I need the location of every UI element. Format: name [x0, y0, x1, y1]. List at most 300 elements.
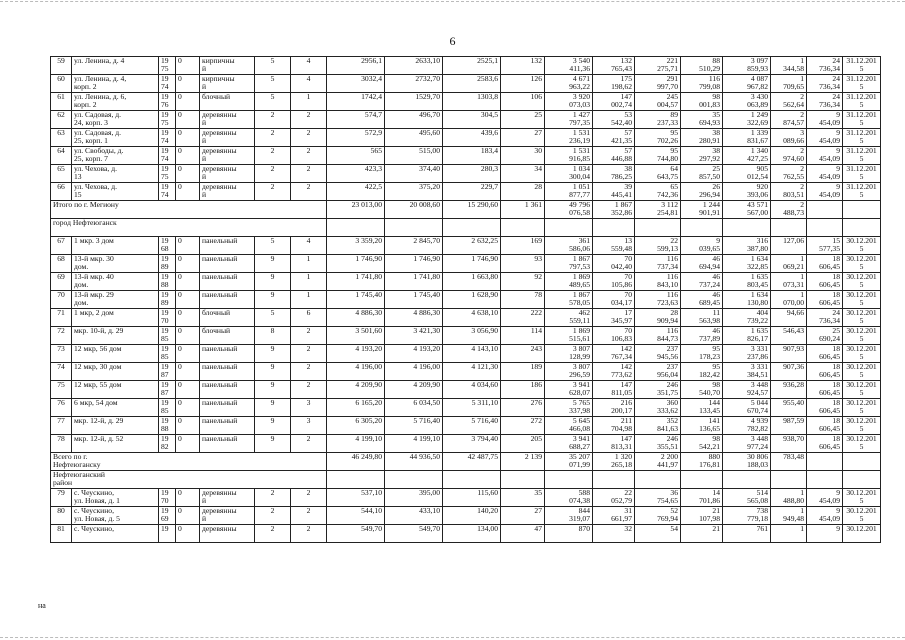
table-cell: 246 355,51 [635, 435, 681, 453]
table-cell: 2 [255, 507, 291, 525]
table-cell: 1 [291, 255, 327, 273]
table-cell: 9 454,09 [807, 165, 843, 183]
table-cell: 537,10 [327, 489, 385, 507]
page-footer-text: на [38, 601, 46, 610]
table-cell: 5 [255, 75, 291, 93]
table-cell: 1 949,48 [771, 507, 807, 525]
empty-cell [501, 471, 545, 489]
table-cell: 1 034 300,04 [545, 165, 593, 183]
table-cell: 80 [51, 507, 72, 525]
table-cell: 72 [51, 327, 72, 345]
total-label: Всего по г. Нефтеюганску [51, 453, 327, 471]
table-cell: 3 807 128,99 [545, 345, 593, 363]
table-cell: 3 941 688,27 [545, 435, 593, 453]
table-cell: 46 737,24 [681, 273, 723, 291]
table-cell: 18 606,45 [807, 345, 843, 363]
table-cell: 30.12.201 5 [843, 291, 881, 309]
table-cell: 1 [771, 525, 807, 543]
table-cell: 4 209,90 [385, 381, 443, 399]
table-cell: 955,40 [771, 399, 807, 417]
table-cell: 9 [255, 435, 291, 453]
table-cell: 2 974,60 [771, 147, 807, 165]
table-cell: 78 [51, 435, 72, 453]
table-cell: 4 939 782,82 [723, 417, 771, 435]
table-cell: панельный [200, 291, 255, 309]
table-cell: 30 [501, 147, 545, 165]
table-cell: 3032,4 [327, 75, 385, 93]
table-cell: 140,20 [443, 507, 501, 525]
table-cell: 142 773,62 [593, 363, 635, 381]
table-cell: 9 454,09 [807, 489, 843, 507]
table-cell: 183,4 [443, 147, 501, 165]
table-cell: 2 [255, 525, 291, 543]
table-cell: 5 044 670,74 [723, 399, 771, 417]
table-cell: 920 393,06 [723, 183, 771, 201]
table-cell: 30.12.201 5 [843, 327, 881, 345]
table-cell: 4 196,00 [385, 363, 443, 381]
table-cell: 515,00 [385, 147, 443, 165]
table-cell: 514 565,08 [723, 489, 771, 507]
table-cell: 25 [501, 111, 545, 129]
table-cell: 30.12.201 5 [843, 255, 881, 273]
table-cell: ул. Чехова, д. 15 [72, 183, 159, 201]
total-row [51, 453, 881, 471]
table-cell: 19 70 [159, 309, 176, 327]
table-cell: 31.12.201 5 [843, 129, 881, 147]
table-row [51, 381, 881, 399]
table-cell: 132 [501, 57, 545, 75]
table-cell: 360 333,62 [635, 399, 681, 417]
table-cell: 19 89 [159, 255, 176, 273]
table-cell: панельный [200, 363, 255, 381]
table-cell: 98 542,21 [681, 435, 723, 453]
table-cell: 19 85 [159, 327, 176, 345]
table-cell: 62 [51, 111, 72, 129]
table-cell: 15 577,35 [807, 237, 843, 255]
table-cell: панельный [200, 255, 255, 273]
table-cell: 3 089,66 [771, 129, 807, 147]
table-cell: 147 002,74 [593, 93, 635, 111]
table-cell: 25 857,50 [681, 165, 723, 183]
total-cell: 2 200 441,97 [635, 453, 681, 471]
table-cell: 4 143,10 [443, 345, 501, 363]
table-cell: 4 [291, 75, 327, 93]
table-cell: 0 [176, 237, 200, 255]
table-cell: 116 723,63 [635, 291, 681, 309]
table-cell: 52 769,94 [635, 507, 681, 525]
table-cell: 2 632,25 [443, 237, 501, 255]
table-cell: 24 736,34 [807, 75, 843, 93]
table-cell: 31.12.201 5 [843, 183, 881, 201]
empty-cell [443, 471, 501, 489]
section-label: Нефтеюганский район [51, 471, 327, 489]
table-cell: 12 мкр, 55 дом [72, 381, 159, 399]
table-cell: 169 [501, 237, 545, 255]
table-cell: деревянны й [200, 147, 255, 165]
table-cell: 1 867 797,53 [545, 255, 593, 273]
table-cell: 64 643,75 [635, 165, 681, 183]
table-cell: 3 807 296,59 [545, 363, 593, 381]
table-cell: 6 305,20 [327, 417, 385, 435]
table-cell: 5 [255, 57, 291, 75]
table-cell: 89 237,33 [635, 111, 681, 129]
table-row [51, 363, 881, 381]
empty-cell [545, 219, 593, 237]
table-cell: 1 663,80 [443, 273, 501, 291]
table-cell: 4 [291, 237, 327, 255]
table-cell: 19 76 [159, 93, 176, 111]
scan-edge-top [0, 1, 905, 2]
table-row [51, 273, 881, 291]
table-cell: 4 209,90 [327, 381, 385, 399]
table-cell: 0 [176, 165, 200, 183]
table-cell: 25 690,24 [807, 327, 843, 345]
table-cell: 1 [291, 291, 327, 309]
table-cell: 14 701,86 [681, 489, 723, 507]
table-cell: 6 165,20 [327, 399, 385, 417]
table-cell: 9 454,09 [807, 111, 843, 129]
table-cell: 22 052,79 [593, 489, 635, 507]
table-cell: 1 344,58 [771, 57, 807, 75]
table-cell: панельный [200, 273, 255, 291]
table-cell: 2 874,57 [771, 111, 807, 129]
table-cell: 77 [51, 417, 72, 435]
table-cell: 3 097 859,93 [723, 57, 771, 75]
table-cell: 3 920 073,03 [545, 93, 593, 111]
table-cell: 422,5 [327, 183, 385, 201]
table-cell: 68 [51, 255, 72, 273]
table-cell: 0 [176, 291, 200, 309]
table-cell: 61 [51, 93, 72, 111]
table-row [51, 183, 881, 201]
table-cell: 73 [51, 345, 72, 363]
total-label: Итого по г. Мегиону [51, 201, 327, 219]
table-row [51, 111, 881, 129]
table-cell: 738 779,18 [723, 507, 771, 525]
table-row [51, 327, 881, 345]
table-cell: 245 004,57 [635, 93, 681, 111]
table-cell: 3 359,20 [327, 237, 385, 255]
table-cell: 4 671 963,22 [545, 75, 593, 93]
table-row [51, 435, 881, 453]
table-cell: 19 87 [159, 363, 176, 381]
section-label: город Нефтеюганск [51, 219, 327, 237]
table-cell: 144 133,45 [681, 399, 723, 417]
empty-cell [327, 471, 385, 489]
table-cell: 18 606,45 [807, 273, 843, 291]
table-cell: 18 606,45 [807, 255, 843, 273]
empty-cell [771, 471, 807, 489]
table-cell: 0 [176, 129, 200, 147]
table-cell: 46 689,45 [681, 291, 723, 309]
table-cell: 761 [723, 525, 771, 543]
table-cell: 375,20 [385, 183, 443, 201]
empty-cell [843, 471, 881, 489]
table-cell: 175 198,62 [593, 75, 635, 93]
table-cell: ул. Ленина, д. 4, корп. 2 [72, 75, 159, 93]
table-cell: 28 [501, 183, 545, 201]
table-cell: 31.12.201 5 [843, 93, 881, 111]
table-cell: 46 737,89 [681, 327, 723, 345]
table-cell: 132 765,43 [593, 57, 635, 75]
table-cell: с. Чеускино, ул. Новая, д. 5 [72, 507, 159, 525]
table-row [51, 489, 881, 507]
table-cell: 116 843,10 [635, 273, 681, 291]
table-cell: 32 [593, 525, 635, 543]
table-cell: 243 [501, 345, 545, 363]
table-cell: 2 [291, 345, 327, 363]
table-cell: 496,70 [385, 111, 443, 129]
table-cell: 222 [501, 309, 545, 327]
table-cell: 870 [545, 525, 593, 543]
table-cell: 76 [51, 399, 72, 417]
table-cell: 9 [255, 273, 291, 291]
table-cell: 395,00 [385, 489, 443, 507]
table-cell: 6 мкр, 54 дом [72, 399, 159, 417]
table-cell: деревянны й [200, 165, 255, 183]
total-cell: 30 806 188,03 [723, 453, 771, 471]
register-body [51, 57, 881, 543]
table-cell: 1 051 877,77 [545, 183, 593, 201]
table-cell: 1742,4 [327, 93, 385, 111]
table-cell: 4 121,30 [443, 363, 501, 381]
table-cell: 60 [51, 75, 72, 93]
section-row [51, 219, 881, 237]
table-cell: 1 мкр. 3 дом [72, 237, 159, 255]
table-cell: 0 [176, 327, 200, 345]
table-cell: 3 056,90 [443, 327, 501, 345]
table-cell: 1 745,40 [327, 291, 385, 309]
table-cell: 35 694,93 [681, 111, 723, 129]
table-cell: 95 182,42 [681, 363, 723, 381]
table-cell: 1 531 236,19 [545, 129, 593, 147]
table-row [51, 345, 881, 363]
table-cell: 98 001,83 [681, 93, 723, 111]
table-cell: 565 [327, 147, 385, 165]
table-cell: 30.12.201 5 [843, 237, 881, 255]
table-cell: 9 454,09 [807, 183, 843, 201]
table-cell: панельный [200, 237, 255, 255]
table-cell: блочный [200, 93, 255, 111]
table-cell: 246 351,75 [635, 381, 681, 399]
empty-cell [385, 219, 443, 237]
table-cell: 4 196,00 [327, 363, 385, 381]
table-cell: 70 106,83 [593, 327, 635, 345]
table-cell: 30.12.201 5 [843, 417, 881, 435]
table-cell: 3 941 628,07 [545, 381, 593, 399]
table-cell: 5 716,40 [443, 417, 501, 435]
empty-cell [443, 219, 501, 237]
table-cell: 3 [291, 399, 327, 417]
table-cell: 19 74 [159, 75, 176, 93]
table-cell: 2956,1 [327, 57, 385, 75]
table-cell: 0 [176, 57, 200, 75]
table-cell: деревянны й [200, 111, 255, 129]
table-cell: 9 454,09 [807, 507, 843, 525]
table-cell: 70 034,17 [593, 291, 635, 309]
table-cell: 30.12.201 [843, 525, 881, 543]
page-number: 6 [449, 34, 456, 48]
total-cell: 2 488,73 [771, 201, 807, 219]
table-cell: 1 070,00 [771, 291, 807, 309]
table-cell: 18 606,45 [807, 381, 843, 399]
table-cell: 1 746,90 [443, 255, 501, 273]
table-cell: 11 563,98 [681, 309, 723, 327]
table-cell: 126 [501, 75, 545, 93]
table-cell: 92 [501, 273, 545, 291]
table-cell: 1 628,90 [443, 291, 501, 309]
table-cell: 1 249 322,69 [723, 111, 771, 129]
table-cell: 31.12.201 5 [843, 147, 881, 165]
empty-cell [385, 471, 443, 489]
table-cell: 19 75 [159, 57, 176, 75]
table-cell: 94,66 [771, 309, 807, 327]
table-cell: 106 [501, 93, 545, 111]
table-cell: 2633,10 [385, 57, 443, 75]
total-cell: 2 139 [501, 453, 545, 471]
table-cell: с. Чеускино, ул. Новая, д. 1 [72, 489, 159, 507]
table-cell: 18 606,45 [807, 291, 843, 309]
table-cell: деревянны й [200, 489, 255, 507]
table-cell: 115,60 [443, 489, 501, 507]
section-row [51, 471, 881, 489]
table-cell: 19 88 [159, 273, 176, 291]
table-cell: 26 296,94 [681, 183, 723, 201]
table-cell: панельный [200, 381, 255, 399]
table-cell: 404 739,22 [723, 309, 771, 327]
table-cell: 88 510,29 [681, 57, 723, 75]
table-cell: 5 [255, 309, 291, 327]
table-cell: 30.12.201 5 [843, 507, 881, 525]
total-cell: 20 008,60 [385, 201, 443, 219]
table-cell: 291 997,70 [635, 75, 681, 93]
table-cell: 9 [255, 255, 291, 273]
table-cell: 67 [51, 237, 72, 255]
total-cell: 1 244 901,91 [681, 201, 723, 219]
table-cell: 19 74 [159, 183, 176, 201]
table-cell: 18 606,45 [807, 363, 843, 381]
table-cell: мкр. 10-й, д. 29 [72, 327, 159, 345]
table-cell: 53 542,40 [593, 111, 635, 129]
table-cell: 9 [255, 291, 291, 309]
table-cell: 2 762,55 [771, 165, 807, 183]
table-cell: панельный [200, 435, 255, 453]
table-cell: 8 [255, 327, 291, 345]
table-cell: 0 [176, 75, 200, 93]
table-cell: 9 [255, 417, 291, 435]
table-cell: 19 74 [159, 147, 176, 165]
table-cell: 0 [176, 273, 200, 291]
table-cell: 3 331 237,86 [723, 345, 771, 363]
table-cell: ул. Чехова, д. 13 [72, 165, 159, 183]
table-cell: 574,7 [327, 111, 385, 129]
table-cell: 79 [51, 489, 72, 507]
table-cell: 2 [255, 129, 291, 147]
table-cell: 2 [291, 489, 327, 507]
table-cell: 1 069,21 [771, 255, 807, 273]
table-cell: 4 034,60 [443, 381, 501, 399]
table-cell: 95 702,26 [635, 129, 681, 147]
table-cell: 24 736,34 [807, 93, 843, 111]
table-cell: панельный [200, 399, 255, 417]
table-cell: 4 638,10 [443, 309, 501, 327]
table-cell: 938,70 [771, 435, 807, 453]
table-cell: 95 744,80 [635, 147, 681, 165]
table-cell: 38 280,91 [681, 129, 723, 147]
table-cell: 0 [176, 255, 200, 273]
total-cell: 880 176,81 [681, 453, 723, 471]
table-cell: 4 886,30 [327, 309, 385, 327]
table-cell: блочный [200, 327, 255, 345]
table-cell: 3 448 977,24 [723, 435, 771, 453]
table-cell: 2 [291, 363, 327, 381]
table-cell: 549,70 [327, 525, 385, 543]
table-cell: 2 [291, 525, 327, 543]
table-cell: 316 387,80 [723, 237, 771, 255]
table-cell: 237 945,56 [635, 345, 681, 363]
table-cell: 63 [51, 129, 72, 147]
table-row [51, 417, 881, 435]
table-cell: 12 мкр, 56 дом [72, 345, 159, 363]
table-cell: 2 [291, 507, 327, 525]
table-cell: 1 745,40 [385, 291, 443, 309]
table-cell: 2 845,70 [385, 237, 443, 255]
table-cell: 30.12.201 5 [843, 345, 881, 363]
table-cell: ул. Садовая, д. 25, корп. 1 [72, 129, 159, 147]
table-cell: 2 [255, 147, 291, 165]
table-cell: 1 867 578,05 [545, 291, 593, 309]
table-cell: 1 427 797,35 [545, 111, 593, 129]
table-cell: 276 [501, 399, 545, 417]
table-cell: 39 445,41 [593, 183, 635, 201]
table-cell: 12 мкр, 30 дом [72, 363, 159, 381]
table-cell: 31.12.201 5 [843, 57, 881, 75]
table-cell: 2 [291, 435, 327, 453]
empty-cell [723, 471, 771, 489]
table-cell: 19 70 [159, 489, 176, 507]
total-cell [843, 453, 881, 471]
table-cell: 844 319,07 [545, 507, 593, 525]
total-row [51, 201, 881, 219]
table-cell: 95 178,23 [681, 345, 723, 363]
table-cell: 3 [291, 417, 327, 435]
table-cell: 1 635 803,45 [723, 273, 771, 291]
table-cell: 69 [51, 273, 72, 291]
table-cell: 13-й мкр. 40 дом. [72, 273, 159, 291]
table-cell: 75 [51, 381, 72, 399]
table-cell: 5 [255, 237, 291, 255]
table-cell: 24 736,34 [807, 309, 843, 327]
table-cell: с. Чеускино, [72, 525, 159, 543]
total-cell: 42 487,75 [443, 453, 501, 471]
table-cell: 216 200,17 [593, 399, 635, 417]
table-cell: 9 039,65 [681, 237, 723, 255]
table-cell: 4 886,30 [385, 309, 443, 327]
table-cell: 0 [176, 489, 200, 507]
table-cell: 374,40 [385, 165, 443, 183]
table-cell: 0 [176, 525, 200, 543]
table-cell: 237 956,04 [635, 363, 681, 381]
table-row [51, 309, 881, 327]
table-cell: 9 [255, 345, 291, 363]
total-cell: 49 796 076,58 [545, 201, 593, 219]
table-cell: 30.12.201 5 [843, 489, 881, 507]
table-cell: 1 741,80 [327, 273, 385, 291]
table-cell: 1 634 322,85 [723, 255, 771, 273]
table-cell: 17 345,97 [593, 309, 635, 327]
table-cell: 65 [51, 165, 72, 183]
table-cell: 0 [176, 363, 200, 381]
